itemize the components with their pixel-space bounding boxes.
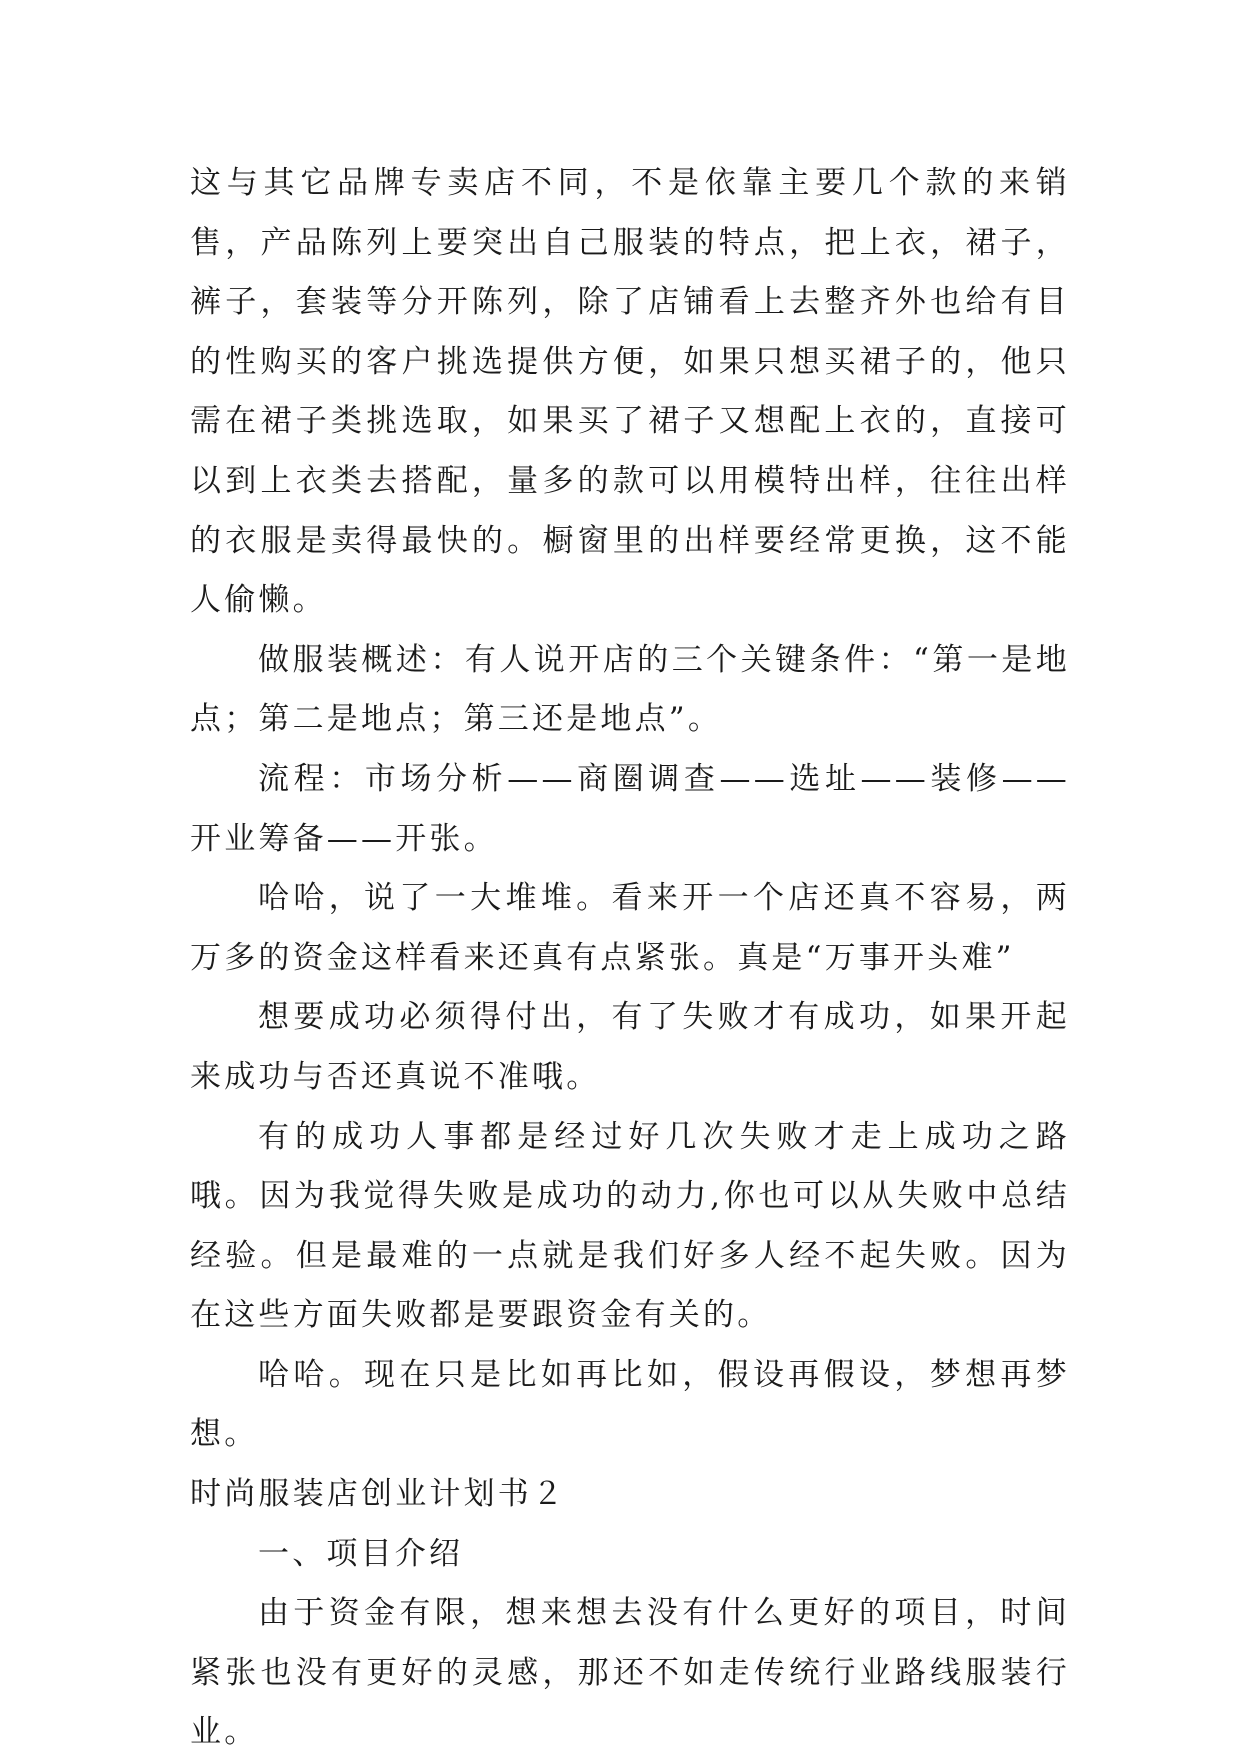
paragraph-7: 哈哈。现在只是比如再比如，假设再假设，梦想再梦想。 <box>190 1356 1070 1453</box>
paragraph-6: 有的成功人事都是经过好几次失败才走上成功之路哦。因为我觉得失败是成功的动力,你也可以从失败中总结经验。但是最难的一点就是我们好多人经不起失败。因为在这些方面失败都是要跟资金有关的。 <box>190 1118 1070 1334</box>
paragraph-2: 做服装概述：有人说开店的三个关键条件：“第一是地点；第二是地点；第三还是地点”。 <box>190 641 1070 738</box>
paragraph-8: 由于资金有限，想来想去没有什么更好的项目，时间紧张也没有更好的灵感，那还不如走传统行业路线服装行业。 <box>190 1595 1070 1751</box>
paragraph-3: 流程：市场分析——商圈调查——选址——装修——开业筹备——开张。 <box>190 760 1070 857</box>
document-body <box>190 154 1070 1763</box>
paragraph-5: 想要成功必须得付出，有了失败才有成功，如果开起来成功与否还真说不准哦。 <box>190 999 1070 1095</box>
paragraph-4: 哈哈，说了一大堆堆。看来开一个店还真不容易，两万多的资金这样看来还真有点紧张。真是“万事开头难” <box>190 880 1070 976</box>
paragraph-1: 这与其它品牌专卖店不同，不是依靠主要几个款的来销售，产品陈列上要突出自己服装的特点，把上衣，裙子，裤子，套装等分开陈列，除了店铺看上去整齐外也给有目的性购买的客户挑选提供方便，如果只想买裙子的，他只需在裙子类挑选取，如果买了裙子又想配上衣的，直接可以到上衣类去搭配，量多的款可以用模特出样，往往出样的衣服是卖得最快的。橱窗里的出样要经常更换，这不能人偷懒。 <box>190 165 1070 619</box>
section-heading: 一、项目介绍 <box>258 1535 464 1572</box>
section-title: 时尚服装店创业计划书２ <box>190 1476 567 1513</box>
